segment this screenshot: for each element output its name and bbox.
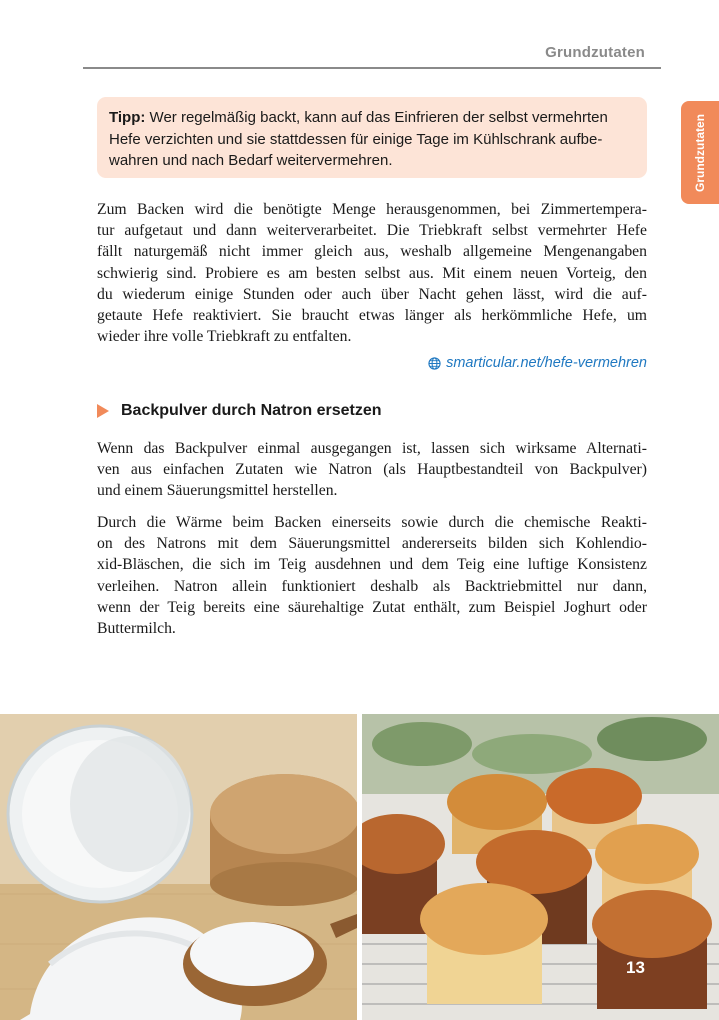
text-line: Wenn das Backpulver einmal ausgegangen ist, lassen sich wirksame Alternati-	[97, 440, 647, 457]
triangle-bullet-icon	[97, 404, 109, 418]
web-link[interactable]	[428, 355, 647, 371]
text-line: on des Natrons mit dem Säuerungsmittel andererseits bilden sich Kohlendio-	[97, 535, 647, 553]
paragraph-reaction	[97, 512, 647, 639]
header-rule	[83, 67, 661, 69]
section-heading	[97, 402, 382, 420]
paragraph-yeast	[97, 199, 647, 347]
tip-line-2: Hefe verzichten und sie stattdessen für einige Tage im Kühlschrank aufbe-	[109, 130, 603, 148]
text-line: getaute Hefe reaktiviert. Sie braucht etwas länger als herkömmliche Hefe, um	[97, 307, 647, 325]
globe-icon	[428, 357, 441, 370]
page-number: 13	[626, 958, 645, 977]
paragraph-baking-powder	[97, 438, 647, 502]
text-line: Zum Backen wird die benötigte Menge herausgenommen, bei Zimmertempera-	[97, 201, 647, 218]
text-line: du wiederum einige Stunden oder auch über Nacht gehen lässt, wird die auf-	[97, 285, 647, 303]
photo-baking-soda	[0, 714, 357, 1020]
section-heading-text: Backpulver durch Natron ersetzen	[121, 402, 382, 419]
tip-label: Tipp:	[109, 109, 146, 126]
chapter-tab	[681, 101, 719, 204]
web-link-text[interactable]: smarticular.net/hefe-vermehren	[446, 355, 647, 371]
text-line: xid-Bläschen, die sich im Teig ausdehnen und dem Teig eine luftige Konsistenz	[97, 556, 647, 574]
text-line: fällt naturgemäß nicht immer gleich aus, weshalb allgemeine Mengenangaben	[97, 243, 647, 261]
text-line: Durch die Wärme beim Backen einerseits sowie durch die chemische Reakti-	[97, 514, 647, 531]
tip-line-3: wahren und nach Bedarf weitervermehren.	[109, 152, 393, 169]
tip-line-1: Tipp: Wer regelmäßig backt, kann auf das Einfrieren der selbst vermehrten	[109, 109, 608, 126]
text-line: tur aufgetaut und dann weiterverarbeitet. Die Triebkraft selbst vermehrter Hefe	[97, 222, 647, 240]
text-line: Buttermilch.	[97, 620, 176, 638]
tip-box	[97, 97, 647, 178]
text-line: wenn der Teig bereits eine säurehaltige Zutat enthält, zum Beispiel Joghurt oder	[97, 598, 647, 616]
text-line: und einem Säuerungsmittel herstellen.	[97, 482, 338, 500]
chapter-tab-label: Grundzutaten	[693, 113, 707, 192]
text-line: schwierig sind. Probiere es am besten selbst aus. Mit einem neuen Vorteig, den	[97, 264, 647, 282]
text-line: verleihen. Natron allein funktioniert deshalb als Backtriebmittel nur dann,	[97, 577, 647, 595]
text-line: wieder ihre volle Triebkraft zu entfalten.	[97, 328, 352, 346]
text-line: ven aus einfachen Zutaten wie Natron (als Hauptbestandteil von Backpulver)	[97, 461, 647, 479]
photo-muffins	[362, 714, 719, 1020]
running-header: Grundzutaten	[545, 44, 645, 61]
